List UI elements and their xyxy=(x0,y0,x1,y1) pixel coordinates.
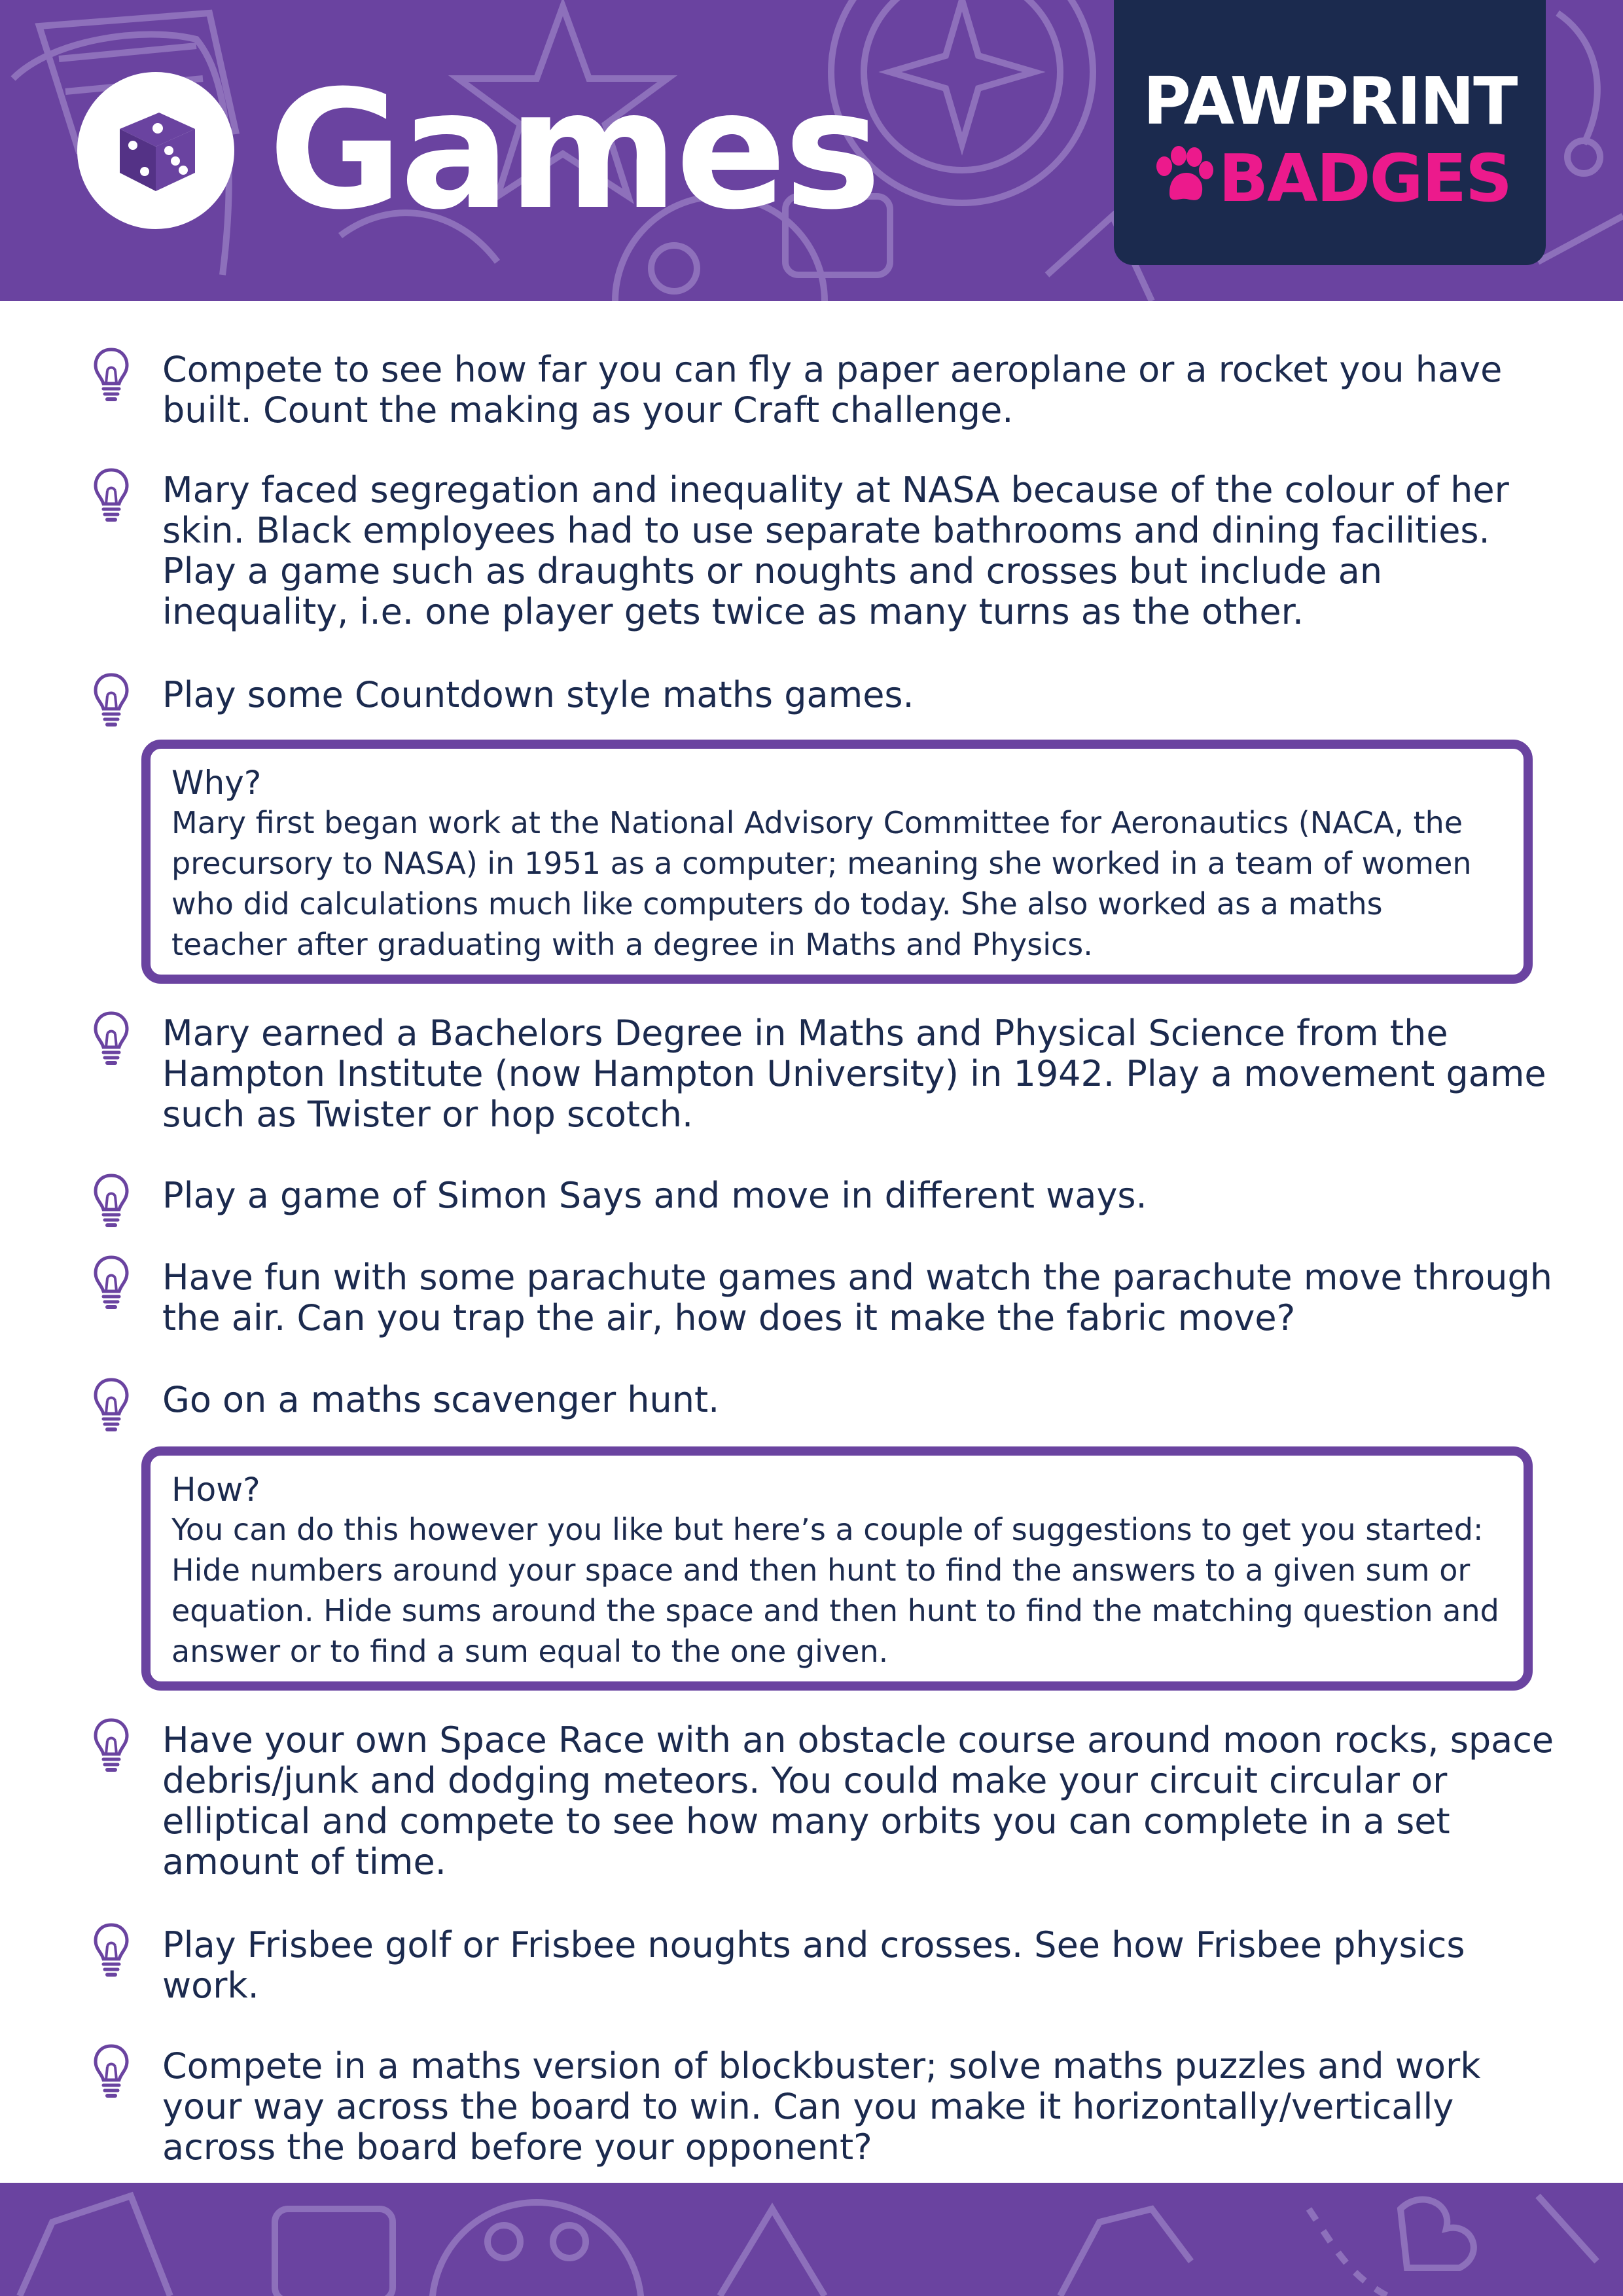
list-item-text: Play Frisbee golf or Frisbee noughts and crosses. See how Frisbee physics work. xyxy=(162,1924,1465,2006)
paw-icon xyxy=(1150,144,1215,209)
lightbulb-icon xyxy=(92,1921,131,1980)
how-text: You can do this however you like but here’s a couple of suggestions to get you started: Hide numbers around your space and then hunt to find the answers to a given sum or equation. Hide sums around the space and then hunt to find the matching question and answer or to find a sum equal to the one given. xyxy=(171,1512,1499,1669)
list-item-text: Go on a maths scavenger hunt. xyxy=(162,1379,720,1420)
background-pattern-icon xyxy=(0,2183,1623,2296)
lightbulb-icon xyxy=(92,346,131,404)
why-heading: Why? xyxy=(171,764,262,802)
lightbulb-icon xyxy=(92,1716,131,1775)
how-heading: How? xyxy=(171,1471,260,1509)
lightbulb-icon xyxy=(92,671,131,730)
logo-line-2: BADGES xyxy=(1219,140,1512,217)
header-banner xyxy=(0,0,1623,301)
list-item-text: Play some Countdown style maths games. xyxy=(162,674,914,715)
list-item-text: Mary earned a Bachelors Degree in Maths and Physical Science from the Hampton Institute (now Hampton University) in 1942. Play a movement game such as Twister or hop scotch. xyxy=(162,1013,1546,1135)
list-item-text: Compete to see how far you can fly a paper aeroplane or a rocket you have built. Count the making as your Craft challenge. xyxy=(162,349,1503,431)
why-text: Mary first began work at the National Advisory Committee for Aeronautics (NACA, the precursory to NASA) in 1951 as a computer; meaning she worked in a team of women who did calculations much like computers do today. She also worked as a maths teacher after graduating with a degree in Maths and Physics. xyxy=(171,805,1472,962)
list-item-text: Mary faced segregation and inequality at NASA because of the colour of her skin. Black employees had to use separate bathrooms and dining facilities. Play a game such as draughts or noughts and crosses but include an inequality, i.e. one player gets twice as many turns as the other. xyxy=(162,469,1509,632)
list-item-text: Play a game of Simon Says and move in different ways. xyxy=(162,1175,1147,1216)
list-item-text: Have your own Space Race with an obstacle course around moon rocks, space debris/junk and dodging meteors. You could make your circuit circular or elliptical and compete to see how many orbits you can complete in a set amount of time. xyxy=(162,1719,1554,1882)
lightbulb-icon xyxy=(92,1376,131,1435)
lightbulb-icon xyxy=(92,1009,131,1068)
dice-icon-badge xyxy=(77,72,234,229)
lightbulb-icon xyxy=(92,466,131,525)
footer-banner xyxy=(0,2183,1623,2296)
list-item-text: Compete in a maths version of blockbuster; solve maths puzzles and work your way across the board to win. Can you make it horizontally/vertically across the board before your opponent? xyxy=(162,2045,1481,2168)
page-title: Games xyxy=(268,55,879,245)
lightbulb-icon xyxy=(92,1172,131,1230)
lightbulb-icon xyxy=(92,1253,131,1312)
lightbulb-icon xyxy=(92,2042,131,2101)
how-info-box xyxy=(141,1446,1533,1691)
list-item-text: Have fun with some parachute games and watch the parachute move through the air. Can you trap the air, how does it make the fabric move? xyxy=(162,1257,1552,1338)
pawprint-badges-logo xyxy=(1114,0,1546,265)
dice-icon xyxy=(107,99,205,198)
logo-line-1: PAWPRINT xyxy=(1143,63,1517,139)
why-info-box xyxy=(141,740,1533,984)
